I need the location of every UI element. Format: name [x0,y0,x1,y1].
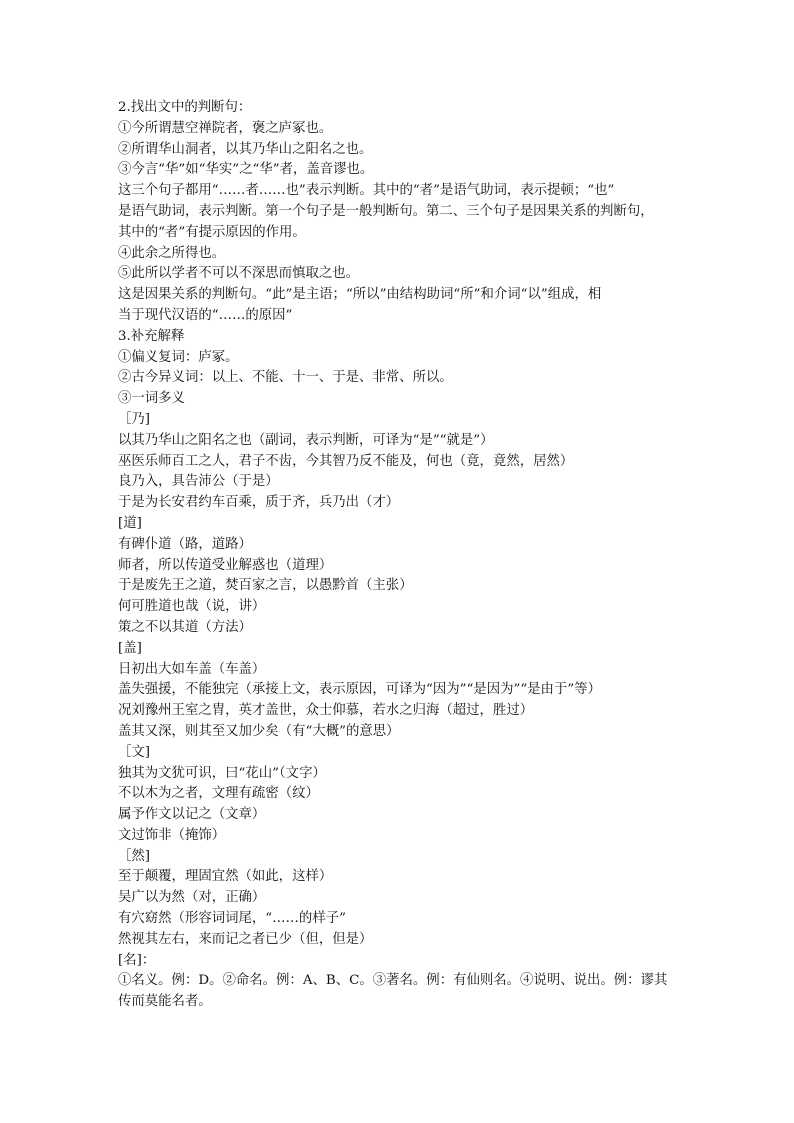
word-example: 师者，所以传道受业解惑也（道理） [118,557,333,573]
word-example: 有碑仆道（路，道路） [118,536,252,552]
explanation-text: 当于现代汉语的“……的原因” [118,307,293,323]
word-example: 独其为文犹可识，曰“花山”（文字） [118,765,326,781]
example-sentence: ②所谓华山洞者，以其乃华山之阳名之也。 [118,141,373,157]
explanation-text: 其中的“者”有提示原因的作用。 [118,224,306,240]
word-example: 吴广以为然（对，正确） [118,890,266,906]
list-item: ③一词多义 [118,391,185,407]
document-body [118,98,678,1013]
word-example: 然视其左右，来而记之者已少（但，但是） [118,931,373,947]
example-sentence: ③今言“华”如“华实”之“华”者，盖音谬也。 [118,162,374,178]
example-sentence: ①今所谓慧空禅院者，褒之庐冢也。 [118,120,333,136]
word-example: 有穴窈然（形容词词尾，“……的样子” [118,911,346,927]
explanation-text: 这三个句子都用“……者……也”表示判断。其中的“者”是语气助词，表示提顿；“也” [118,183,615,199]
word-example: 传而莫能名者。 [118,994,212,1010]
word-heading: [盖] [118,640,142,656]
word-example: 盖其又深，则其至又加少矣（有“大概”的意思） [118,723,400,739]
word-example: 属予作文以记之（文章） [118,807,266,823]
word-example: 巫医乐师百工之人，君子不齿，今其智乃反不能及，何也（竟，竟然，居然） [118,453,574,469]
word-example: 于是废先王之道，焚百家之言，以愚黔首（主张） [118,578,413,594]
list-item: ①偏义复词：庐冢。 [118,349,239,365]
word-heading: ［乃] [118,411,151,427]
explanation-text: 是语气助词，表示判断。第一个句子是一般判断句。第二、三个句子是因果关系的判断句， [118,203,654,219]
section-heading: 3.补充解释 [118,328,185,344]
word-heading: [道] [118,515,142,531]
word-example: 至于颠覆，理固宜然（如此，这样） [118,869,333,885]
section-heading: 2.找出文中的判断句： [118,100,252,115]
explanation-text: 这是因果关系的判断句。“此”是主语；“所以”由结构助词“所”和介词“以”组成，相 [118,287,602,303]
word-example: ①名义。例：D。②命名。例：A、B、C。③著名。例：有仙则名。④说明、说出。例：谬其 [118,973,668,989]
word-example: 文过饰非（掩饰） [118,827,226,843]
word-heading: ［文] [118,744,151,760]
word-example: 日初出大如车盖（车盖） [118,661,266,677]
word-example: 不以木为之者，文理有疏密（纹） [118,786,319,802]
word-example: 良乃入，具告沛公（于是） [118,474,279,490]
word-example: 何可胜道也哉（说，讲） [118,599,266,615]
word-example: 况刘豫州王室之胄，英才盖世，众士仰慕，若水之归海（超过，胜过） [118,703,534,719]
word-example: 以其乃华山之阳名之也（副词，表示判断，可译为“是”“就是”） [118,432,494,448]
word-heading: ［然] [118,848,151,864]
example-sentence: ④此余之所得也。 [118,245,226,261]
word-example: 策之不以其道（方法） [118,619,252,635]
example-sentence: ⑤此所以学者不可以不深思而慎取之也。 [118,266,360,282]
list-item: ②古今异义词：以上、不能、十一、于是、非常、所以。 [118,370,453,386]
word-example: 于是为长安君约车百乘，质于齐，兵乃出（才） [118,495,400,511]
word-example: 盖失强援，不能独完（承接上文，表示原因，可译为“因为”“是因为”“是由于”等） [118,682,601,698]
word-heading: [名]： [118,952,156,968]
